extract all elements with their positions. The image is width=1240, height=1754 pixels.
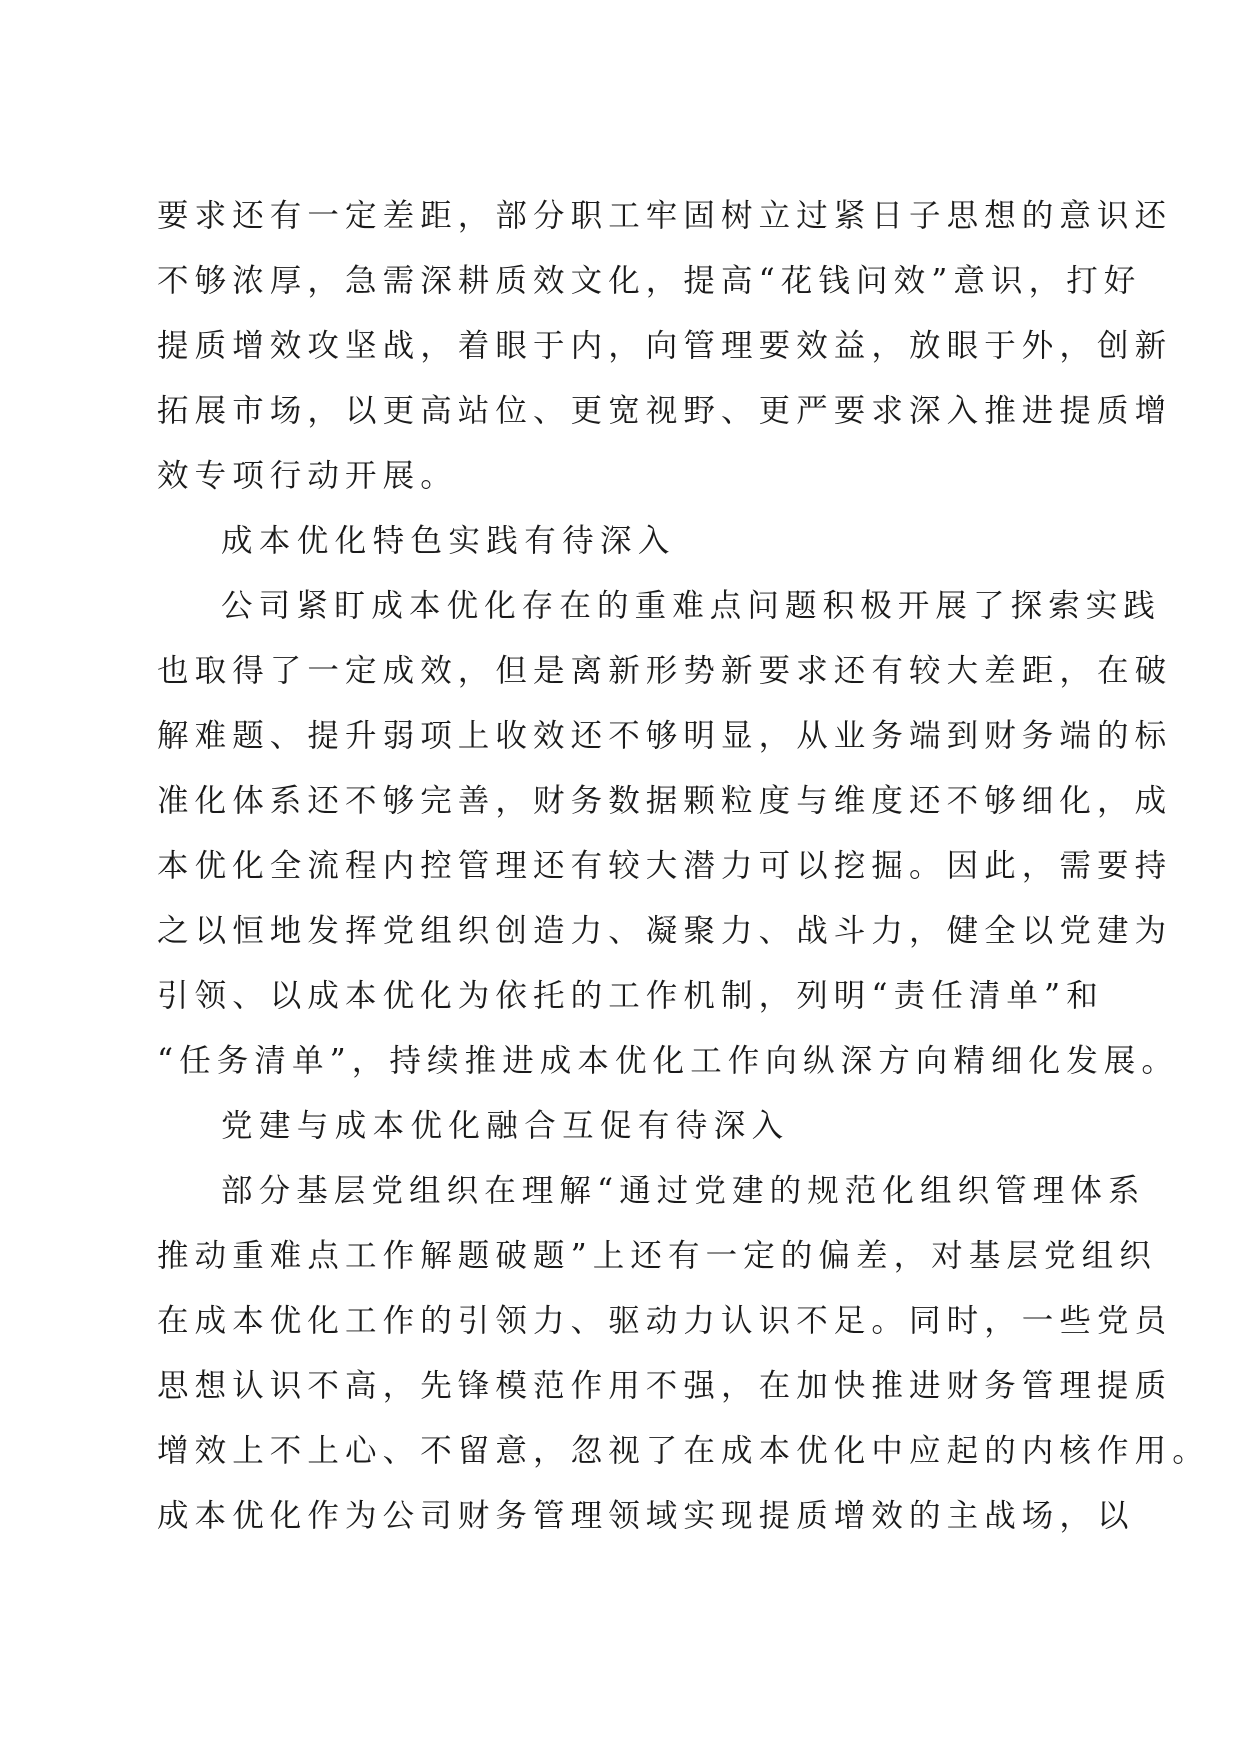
paragraph-3-line-4: 思想认识不高，先锋模范作用不强，在加快推进财务管理提质 [157, 1368, 1173, 1404]
paragraph-2-line-2: 也取得了一定成效，但是离新形势新要求还有较大差距，在破 [157, 653, 1173, 689]
paragraph-2-line-5: 本优化全流程内控管理还有较大潜力可以挖掘。因此，需要持 [157, 848, 1173, 884]
paragraph-3-line-3: 在成本优化工作的引领力、驱动力认识不足。同时，一些党员 [157, 1303, 1173, 1339]
paragraph-1-line-4: 拓展市场，以更高站位、更宽视野、更严要求深入推进提质增 [157, 393, 1173, 429]
paragraph-2-line-3: 解难题、提升弱项上收效还不够明显，从业务端到财务端的标 [157, 718, 1173, 754]
section-heading-1: 成本优化特色实践有待深入 [221, 523, 676, 559]
paragraph-1-line-5: 效专项行动开展。 [157, 458, 458, 494]
section-heading-2: 党建与成本优化融合互促有待深入 [221, 1108, 790, 1144]
paragraph-2-line-8: “任务清单”，持续推进成本优化工作向纵深方向精细化发展。 [157, 1043, 1180, 1079]
paragraph-2-line-4: 准化体系还不够完善，财务数据颗粒度与维度还不够细化，成 [157, 783, 1173, 819]
paragraph-3-line-5: 增效上不上心、不留意，忽视了在成本优化中应起的内核作用。 [157, 1433, 1210, 1469]
paragraph-1-line-2: 不够浓厚，急需深耕质效文化，提高“花钱问效”意识，打好 [157, 263, 1142, 299]
paragraph-2-line-7: 引领、以成本优化为依托的工作机制，列明“责任清单”和 [157, 978, 1104, 1014]
paragraph-2-line-1: 公司紧盯成本优化存在的重难点问题积极开展了探索实践 [221, 588, 1162, 624]
paragraph-3-line-1: 部分基层党组织在理解“通过党建的规范化组织管理体系 [221, 1173, 1146, 1209]
paragraph-2-line-6: 之以恒地发挥党组织创造力、凝聚力、战斗力，健全以党建为 [157, 913, 1173, 949]
paragraph-3-line-2: 推动重难点工作解题破题”上还有一定的偏差，对基层党组织 [157, 1238, 1157, 1274]
paragraph-1-line-3: 提质增效攻坚战，着眼于内，向管理要效益，放眼于外，创新 [157, 328, 1173, 364]
paragraph-3-line-6: 成本优化作为公司财务管理领域实现提质增效的主战场，以 [157, 1498, 1135, 1534]
paragraph-1-line-1: 要求还有一定差距，部分职工牢固树立过紧日子思想的意识还 [157, 198, 1173, 234]
